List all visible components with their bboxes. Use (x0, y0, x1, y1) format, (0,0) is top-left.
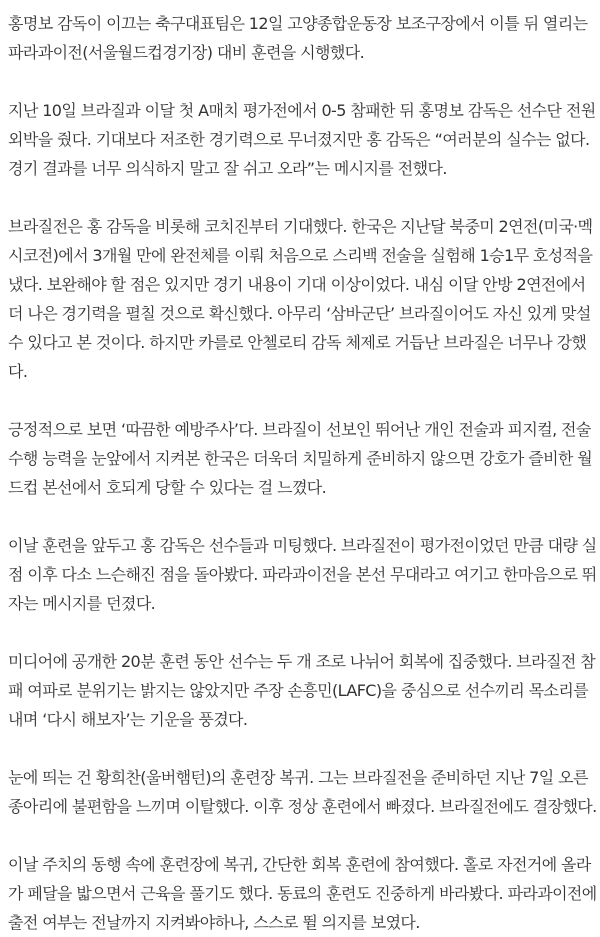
paragraph-line: 홍명보 감독이 이끄는 축구대표팀은 12일 고양종합운동장 보조구장에서 이틀 뒤 열리는 (8, 14, 588, 33)
paragraph-line: 수 있다고 본 것이다. 하지만 카를로 안첼로티 감독 체제로 거듭난 브라질은 너무나 강했 (8, 333, 587, 352)
paragraph-line: 미디어에 공개한 20분 훈련 동안 선수는 두 개 조로 나뉘어 회복에 집중했다. 브라질전 참 (8, 652, 596, 671)
paragraph-line: 다. (8, 362, 28, 381)
article-paragraph (8, 9, 592, 67)
paragraph-line: 이날 훈련을 앞두고 홍 감독은 선수들과 미팅했다. 브라질전이 평가전이었던 만큼 대량 실 (8, 536, 597, 555)
paragraph-line: 가 페달을 밟으면서 근육을 풀기도 했다. 동료의 훈련도 진중하게 바라봤다. 파라과이전에 (8, 884, 597, 903)
article-paragraph (8, 850, 597, 937)
paragraph-line: 종아리에 불편함을 느끼며 이탈했다. 이후 정상 훈련에서 빠졌다. 브라질전에도 결장했다. (8, 797, 597, 816)
paragraph-line: 긍정적으로 보면 ‘따끔한 예방주사’다. 브라질이 선보인 뛰어난 개인 전술과 피지컬, 전술 (8, 420, 591, 439)
paragraph-line: 외박을 줬다. 기대보다 저조한 경기력으로 무너졌지만 홍 감독은 “여러분의 실수는 없다. (8, 130, 590, 149)
article-paragraph (8, 96, 596, 183)
article-paragraph (8, 763, 597, 821)
paragraph-line: 패 여파로 분위기는 밝지는 않았지만 주장 손흥민(LAFC)을 중심으로 선수끼리 목소리를 (8, 681, 589, 700)
paragraph-line: 경기 결과를 너무 의식하지 말고 잘 쉬고 오라”는 메시지를 전했다. (8, 159, 447, 178)
paragraph-line: 자는 메시지를 던졌다. (8, 594, 156, 613)
paragraph-line: 지난 10일 브라질과 이달 첫 A매치 평가전에서 0-5 참패한 뒤 홍명보 감독은 선수단 전원 (8, 101, 596, 120)
paragraph-line: 드컵 본선에서 호되게 당할 수 있다는 걸 느꼈다. (8, 478, 327, 497)
paragraph-line: 브라질전은 홍 감독을 비롯해 코치진부터 기대했다. 한국은 지난달 북중미 2연전(미국·멕 (8, 217, 593, 236)
paragraph-line: 시코전)에서 3개월 만에 완전체를 이뤄 처음으로 스리백 전술을 실험해 1승1무 호성적을 (8, 246, 593, 265)
paragraph-line: 파라과이전(서울월드컵경기장) 대비 훈련을 시행했다. (8, 43, 365, 62)
paragraph-line: 출전 여부는 전날까지 지켜봐야하나, 스스로 뛸 의지를 보였다. (8, 913, 420, 932)
paragraph-line: 내며 ‘다시 해보자’는 기운을 풍겼다. (8, 710, 248, 729)
article-paragraph (8, 415, 592, 502)
paragraph-line: 눈에 띄는 건 황희찬(울버햄턴)의 훈련장 복귀. 그는 브라질전을 준비하던 지난 7일 오른 (8, 768, 588, 787)
article-paragraph (8, 212, 592, 386)
article-paragraph (8, 647, 596, 734)
paragraph-line: 냈다. 보완해야 할 점은 있지만 경기 내용이 기대 이상이었다. 내심 이달 안방 2연전에서 (8, 275, 586, 294)
paragraph-line: 수행 능력을 눈앞에서 지켜본 한국은 더욱더 치밀하게 준비하지 않으면 강호가 즐비한 월 (8, 449, 593, 468)
paragraph-line: 이날 주치의 동행 속에 훈련장에 복귀, 간단한 회복 훈련에 참여했다. 홀로 자전거에 올라 (8, 855, 591, 874)
paragraph-line: 더 나은 경기력을 펼칠 것으로 확신했다. 아무리 ‘삼바군단’ 브라질이어도 자신 있게 맞설 (8, 304, 591, 323)
article-paragraph (8, 531, 597, 618)
paragraph-line: 점 이후 다소 느슨해진 점을 돌아봤다. 파라과이전을 본선 무대라고 여기고 한마음으로 뛰 (8, 565, 597, 584)
